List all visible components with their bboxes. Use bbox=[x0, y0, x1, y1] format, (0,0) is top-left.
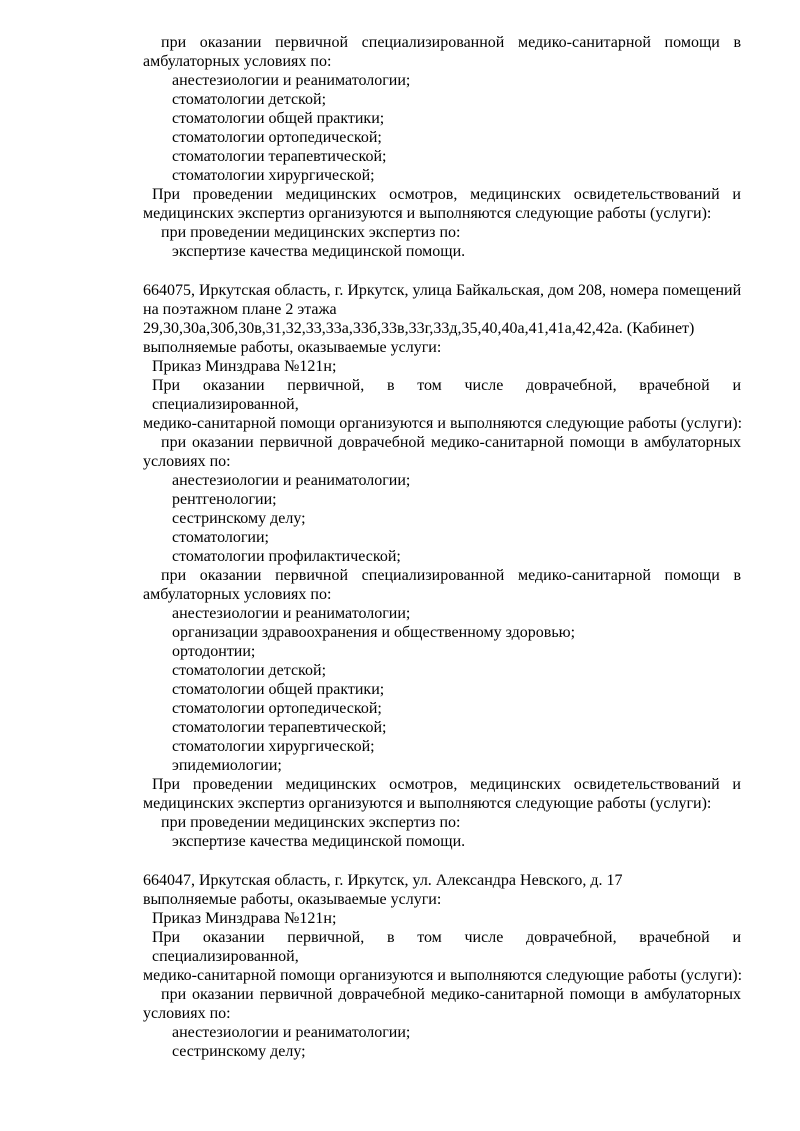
document-text-line: стоматологии терапевтической; bbox=[172, 148, 387, 165]
document-text-line: анестезиологии и реаниматологии; bbox=[172, 1024, 411, 1041]
document-text-line: Приказ Минздрава №121н; bbox=[152, 358, 337, 375]
document-text-line: при проведении медицинских экспертиз по: bbox=[161, 224, 461, 241]
document-text-line: стоматологии общей практики; bbox=[172, 681, 385, 698]
document-text-line: стоматологии профилактической; bbox=[172, 548, 401, 565]
document-text-line: выполняемые работы, оказываемые услуги: bbox=[143, 339, 442, 356]
document-text-line: анестезиологии и реаниматологии; bbox=[172, 72, 411, 89]
document-text-line: экспертизе качества медицинской помощи. bbox=[172, 243, 466, 260]
document-text-line: При оказании первичной, в том числе доврачебной, врачебной и специализированной, bbox=[152, 929, 741, 965]
document-text-line: стоматологии детской; bbox=[172, 91, 327, 108]
document-text-line: сестринскому делу; bbox=[172, 510, 306, 527]
location-664047-nevskogo-17 bbox=[143, 871, 741, 1061]
document-text-line: стоматологии детской; bbox=[172, 662, 327, 679]
document-text-line: на поэтажном плане 2 этажа bbox=[143, 301, 337, 318]
document-text-line: стоматологии общей практики; bbox=[172, 110, 385, 127]
document-text-line: стоматологии терапевтической; bbox=[172, 719, 387, 736]
document-text-line: 29,30,30а,30б,30в,31,32,33,33а,33б,33в,33г,33д,35,40,40а,41,41а,42,42а. (Кабинет) bbox=[143, 320, 695, 337]
document-text-line: 664047, Иркутская область, г. Иркутск, ул. Александра Невского, д. 17 bbox=[143, 872, 623, 889]
document-text-line: стоматологии ортопедической; bbox=[172, 129, 382, 146]
location-664075-baikalskaya-208 bbox=[143, 281, 741, 851]
document-text-line: при оказании первичной специализированной медико-санитарной помощи в bbox=[161, 567, 741, 584]
document-text-line: выполняемые работы, оказываемые услуги: bbox=[143, 891, 442, 908]
document-text-line: при проведении медицинских экспертиз по: bbox=[161, 814, 461, 831]
document-text-line: медико-санитарной помощи организуются и выполняются следующие работы (услуги): bbox=[143, 967, 743, 984]
document-text-line: 664075, Иркутская область, г. Иркутск, улица Байкальская, дом 208, номера помещений bbox=[143, 282, 742, 299]
document-text-line: при оказании первичной доврачебной медико-санитарной помощи в амбулаторных bbox=[161, 434, 741, 451]
document-text-line: медицинских экспертиз организуются и выполняются следующие работы (услуги): bbox=[143, 205, 712, 222]
document-text-line: условиях по: bbox=[143, 453, 231, 470]
document-text-line: При оказании первичной, в том числе доврачебной, врачебной и специализированной, bbox=[152, 377, 741, 413]
document-text-line: эпидемиологии; bbox=[172, 757, 282, 774]
document-text-line: амбулаторных условиях по: bbox=[143, 586, 332, 603]
document-text-line: при оказании первичной доврачебной медико-санитарной помощи в амбулаторных bbox=[161, 986, 741, 1003]
document-text-line: организации здравоохранения и общественному здоровью; bbox=[172, 624, 576, 641]
document-text-line: При проведении медицинских осмотров, медицинских освидетельствований и bbox=[152, 186, 741, 203]
document-text-line: анестезиологии и реаниматологии; bbox=[172, 472, 411, 489]
document-text-line: При проведении медицинских осмотров, медицинских освидетельствований и bbox=[152, 776, 741, 793]
works-services-continuation bbox=[143, 33, 741, 261]
document-text-line: сестринскому делу; bbox=[172, 1043, 306, 1060]
document-text-line: амбулаторных условиях по: bbox=[143, 53, 332, 70]
document-text-line: рентгенологии; bbox=[172, 491, 277, 508]
document-text-line: медицинских экспертиз организуются и выполняются следующие работы (услуги): bbox=[143, 795, 712, 812]
document-text-line: стоматологии хирургической; bbox=[172, 738, 375, 755]
document-text-line: анестезиологии и реаниматологии; bbox=[172, 605, 411, 622]
document-text-line: Приказ Минздрава №121н; bbox=[152, 910, 337, 927]
document-text-line: при оказании первичной специализированной медико-санитарной помощи в bbox=[161, 34, 741, 51]
document-text-line: ортодонтии; bbox=[172, 643, 256, 660]
document-text-line: стоматологии ортопедической; bbox=[172, 700, 382, 717]
document-text-line: стоматологии; bbox=[172, 529, 269, 546]
document-text-line: стоматологии хирургической; bbox=[172, 167, 375, 184]
document-text-line: медико-санитарной помощи организуются и выполняются следующие работы (услуги): bbox=[143, 415, 743, 432]
document-text-line: экспертизе качества медицинской помощи. bbox=[172, 833, 466, 850]
document-text-line: условиях по: bbox=[143, 1005, 231, 1022]
